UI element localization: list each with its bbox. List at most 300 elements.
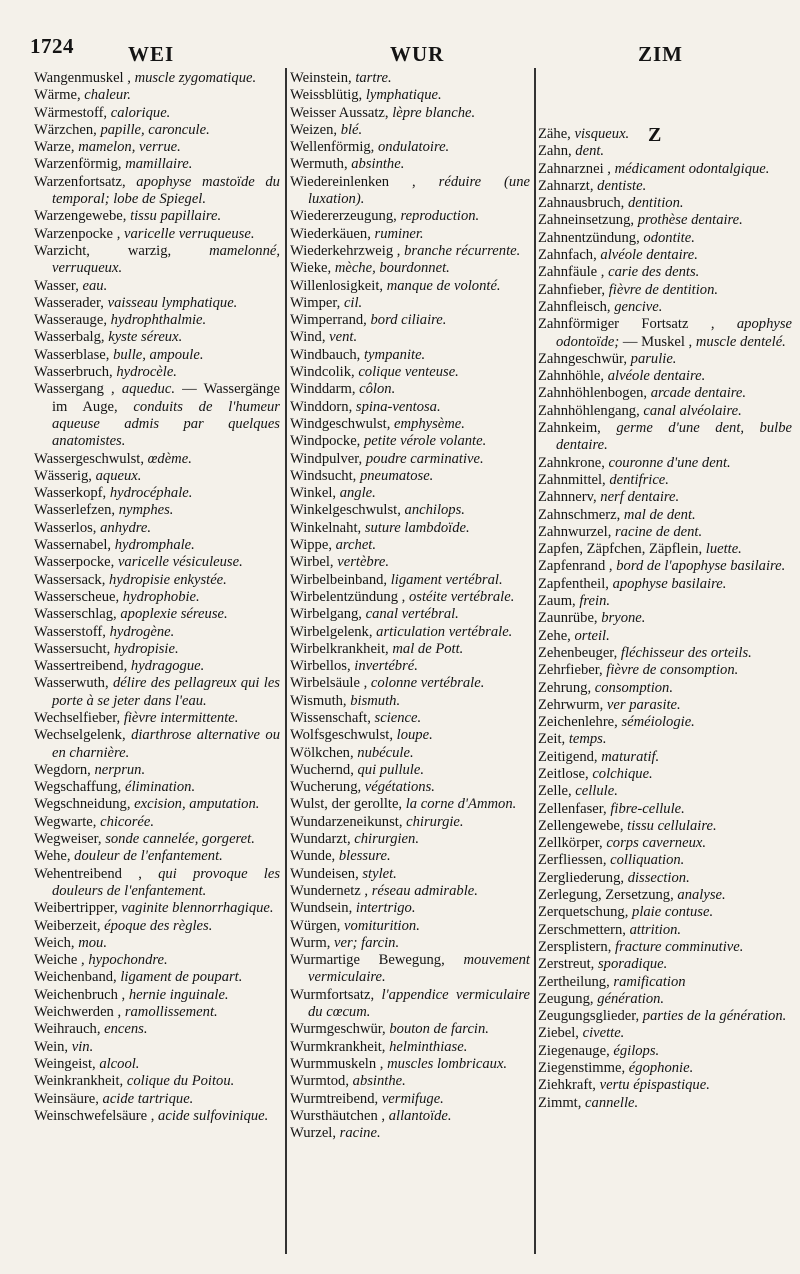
dictionary-entry	[34, 606, 280, 623]
headword: Wasserscheue,	[34, 588, 120, 605]
dictionary-entry	[290, 433, 530, 450]
translation: luette.	[705, 541, 742, 558]
translation: nerprun.	[94, 761, 146, 778]
headword: — Wassergänge im Auge,	[52, 381, 280, 415]
dictionary-entry	[290, 416, 530, 433]
translation: carie des dents.	[608, 264, 700, 281]
translation: mal de dent.	[623, 506, 696, 523]
headword: Warzicht, warzig,	[34, 242, 172, 259]
translation: hypochondre.	[88, 952, 168, 969]
translation: qui pullule.	[357, 761, 424, 778]
translation: blé.	[340, 121, 363, 138]
translation: petite vérole volante.	[364, 433, 487, 450]
headword: Wein,	[34, 1038, 69, 1055]
translation: vertèbre.	[337, 554, 389, 571]
dictionary-entry	[290, 796, 530, 813]
dictionary-entry	[538, 126, 792, 143]
headword: Zimmt,	[538, 1094, 582, 1111]
translation: civette.	[582, 1025, 625, 1042]
dictionary-entry	[538, 472, 792, 489]
dictionary-entry	[538, 541, 792, 558]
translation: science.	[374, 709, 422, 726]
translation: colliquation.	[610, 852, 685, 869]
headword: Wirbelgelenk,	[290, 623, 373, 640]
dictionary-entry	[290, 935, 530, 952]
dictionary-entry	[34, 658, 280, 675]
dictionary-entry	[538, 749, 792, 766]
translation: canal vertébral.	[365, 606, 459, 623]
dictionary-entry	[34, 347, 280, 364]
headword: Wiedererzeugung,	[290, 208, 397, 225]
dictionary-entry	[34, 1004, 280, 1021]
translation: vin.	[71, 1038, 94, 1055]
translation: fièvre de consomption.	[606, 662, 739, 679]
translation: gencive.	[614, 298, 663, 315]
headword: Wirbelbeinband,	[290, 571, 388, 588]
dictionary-entry	[34, 641, 280, 658]
headword: Wärmestoff,	[34, 104, 108, 121]
translation: anhydre.	[100, 519, 152, 536]
translation: muscles lombricaux.	[387, 1055, 508, 1072]
headword: Wegschneidung,	[34, 796, 131, 813]
dictionary-entry	[34, 572, 280, 589]
headword: Wellenförmig,	[290, 139, 375, 156]
translation: odontite.	[643, 229, 695, 246]
translation: acide tartrique.	[102, 1090, 194, 1107]
translation: pneumatose.	[359, 467, 434, 484]
translation: parties de la génération.	[642, 1008, 787, 1025]
translation: conduits de l'humeur aqueuse admis par quelques anatomistes.	[52, 398, 280, 450]
column-2	[290, 70, 530, 1142]
dictionary-entry	[34, 312, 280, 329]
translation: bulle, ampoule.	[113, 346, 204, 363]
dictionary-entry	[538, 1077, 792, 1094]
column-divider-1	[285, 68, 287, 1254]
translation: bouton de farcin.	[389, 1021, 489, 1038]
headword: Zehrung,	[538, 679, 592, 696]
headword: Zehenbeuger,	[538, 644, 618, 661]
headword: Wehe,	[34, 848, 71, 865]
translation: corps caverneux.	[606, 835, 706, 852]
translation: tissu papillaire.	[130, 208, 222, 225]
translation: orteil.	[574, 627, 610, 644]
translation: aqueux.	[95, 467, 142, 484]
translation: hydragogue.	[130, 658, 205, 675]
dictionary-entry	[34, 278, 280, 295]
translation: hydrocéphale.	[109, 485, 193, 502]
headword: Wasserlefzen,	[34, 502, 116, 519]
headword: Zahnmittel,	[538, 471, 606, 488]
headword: Zellengewebe,	[538, 817, 624, 834]
translation: absinthe.	[352, 1073, 406, 1090]
dictionary-entry	[538, 558, 792, 575]
dictionary-entry	[538, 1025, 792, 1042]
headword: Wegschaffung,	[34, 779, 122, 796]
dictionary-entry	[34, 243, 280, 278]
dictionary-entry	[538, 247, 792, 264]
translation: poudre carminative.	[365, 450, 484, 467]
dictionary-entry	[290, 381, 530, 398]
dictionary-entry	[538, 316, 792, 351]
translation: tympanite.	[364, 346, 426, 363]
translation: ver; farcin.	[334, 934, 400, 951]
headword: Wassertreibend,	[34, 658, 128, 675]
headword: Warzenpocke ,	[34, 225, 121, 242]
headword: Zeit,	[538, 731, 566, 748]
translation: sonde cannelée, gorgeret.	[105, 831, 255, 848]
headword: Zahnnerv,	[538, 489, 597, 506]
translation: canal alvéolaire.	[643, 402, 742, 419]
headword: Zerfliessen,	[538, 852, 607, 869]
translation: chaleur.	[84, 87, 131, 104]
headword: Zahnhöhlengang,	[538, 402, 640, 419]
translation: ramollissement.	[124, 1004, 218, 1021]
translation: suture lambdoïde.	[364, 519, 470, 536]
dictionary-entry	[34, 624, 280, 641]
dictionary-entry	[34, 208, 280, 225]
dictionary-entry	[538, 1008, 792, 1025]
dictionary-entry	[34, 935, 280, 952]
dictionary-entry	[538, 974, 792, 991]
dictionary-entry	[290, 122, 530, 139]
dictionary-entry	[538, 524, 792, 541]
dictionary-entry	[538, 939, 792, 956]
translation: nerf dentaire.	[600, 489, 680, 506]
headword: Wegwarte,	[34, 813, 97, 830]
dictionary-entry	[290, 866, 530, 883]
translation: eau.	[82, 277, 108, 294]
translation: fracture comminutive.	[615, 938, 744, 955]
dictionary-entry	[34, 502, 280, 519]
dictionary-entry	[538, 852, 792, 869]
headword: Wasserauge,	[34, 312, 107, 329]
dictionary-entry	[34, 1039, 280, 1056]
translation: colique du Poitou.	[126, 1073, 235, 1090]
dictionary-entry	[290, 502, 530, 519]
translation: fièvre de dentition.	[608, 281, 719, 298]
dictionary-entry	[290, 1108, 530, 1125]
dictionary-entry	[34, 710, 280, 727]
dictionary-entry	[34, 762, 280, 779]
translation: intertrigo.	[355, 900, 416, 917]
dictionary-entry	[538, 818, 792, 835]
translation: ostéite vertébrale.	[408, 588, 515, 605]
translation: ver parasite.	[606, 696, 681, 713]
headword: Wurzel,	[290, 1125, 337, 1142]
dictionary-entry	[34, 1108, 280, 1125]
dictionary-entry	[538, 351, 792, 368]
translation: fibre-cellule.	[610, 800, 685, 817]
translation: archet.	[335, 537, 377, 554]
dictionary-entry	[538, 1095, 792, 1112]
translation: attrition.	[629, 921, 682, 938]
headword: Windgeschwulst,	[290, 415, 391, 432]
dictionary-entry	[290, 624, 530, 641]
dictionary-entry	[290, 399, 530, 416]
headword: Ziegenauge,	[538, 1042, 610, 1059]
dictionary-entry	[290, 243, 530, 260]
headword: Zähe,	[538, 126, 571, 142]
translation: branche récurrente.	[404, 242, 521, 259]
translation: douleur de l'enfantement.	[74, 848, 223, 865]
dictionary-entry	[538, 143, 792, 160]
dictionary-entry	[34, 554, 280, 571]
headword: Zapfentheil,	[538, 575, 609, 592]
headword: Windpocke,	[290, 433, 361, 450]
dictionary-entry	[538, 714, 792, 731]
headword: Wässerig,	[34, 467, 92, 484]
translation: allantoïde.	[388, 1107, 452, 1124]
headword: Zerlegung, Zersetzung,	[538, 887, 674, 904]
translation: helminthiase.	[389, 1038, 468, 1055]
headword: Zergliederung,	[538, 869, 625, 886]
translation: fléchisseur des orteils.	[620, 644, 752, 661]
headword: Zellkörper,	[538, 835, 603, 852]
dictionary-entry	[290, 1021, 530, 1038]
headword: Wimperrand,	[290, 312, 367, 329]
dictionary-entry	[290, 312, 530, 329]
dictionary-entry	[34, 537, 280, 554]
dictionary-entry	[538, 403, 792, 420]
dictionary-entry	[34, 796, 280, 813]
headword: Zahnausbruch,	[538, 195, 625, 212]
headword: Zeugungsglieder,	[538, 1008, 640, 1025]
dictionary-entry	[538, 870, 792, 887]
translation: dentiste.	[597, 177, 647, 194]
translation: racine de dent.	[615, 523, 703, 540]
headword: Wermuth,	[290, 156, 348, 173]
dictionary-entry	[290, 70, 530, 87]
column-1	[34, 70, 280, 1125]
dictionary-entry	[538, 1060, 792, 1077]
translation: vomiturition.	[344, 917, 420, 934]
dictionary-entry	[538, 835, 792, 852]
translation: apophyse mastoïde du temporal; lobe de Spiegel.	[52, 173, 280, 208]
headword: Windbauch,	[290, 346, 361, 363]
dictionary-entry	[290, 814, 530, 831]
dictionary-entry	[34, 1073, 280, 1090]
headword: Wirbelgang,	[290, 606, 362, 623]
translation: plaie contuse.	[632, 904, 714, 921]
dictionary-entry	[290, 329, 530, 346]
dictionary-entry	[290, 987, 530, 1022]
dictionary-entry	[538, 766, 792, 783]
dictionary-entry	[538, 645, 792, 662]
translation: cil.	[343, 294, 363, 311]
headword: Weibertripper,	[34, 900, 118, 917]
translation: bryone.	[601, 610, 646, 627]
headword: Zahnförmiger Fortsatz ,	[538, 316, 715, 333]
translation: élimination.	[124, 779, 196, 796]
translation: fièvre intermittente.	[123, 709, 239, 726]
dictionary-entry	[538, 783, 792, 800]
dictionary-entry	[290, 952, 530, 987]
translation: ligament vertébral.	[390, 571, 503, 588]
headword: Zaum,	[538, 593, 576, 610]
dictionary-entry	[34, 866, 280, 901]
headword: Wiedereinlenken ,	[290, 173, 416, 190]
dictionary-entry	[290, 208, 530, 225]
dictionary-entry	[538, 956, 792, 973]
headword: Zerschmettern,	[538, 921, 626, 938]
dictionary-entry	[290, 848, 530, 865]
translation: kyste séreux.	[108, 329, 183, 346]
headword: Wegdorn,	[34, 761, 91, 778]
translation: muscle zygomatique.	[134, 70, 257, 86]
translation: vermifuge.	[381, 1090, 444, 1107]
translation: la corne d'Ammon.	[405, 796, 517, 813]
translation: visqueux.	[574, 126, 630, 142]
headword: Windpulver,	[290, 450, 363, 467]
translation: consomption.	[594, 679, 673, 696]
dictionary-entry	[290, 1073, 530, 1090]
translation: nymphes.	[118, 502, 174, 519]
translation: germe d'une dent, bulbe dentaire.	[556, 420, 792, 454]
translation: mèche, bourdonnet.	[334, 260, 450, 277]
headword: Wassergang ,	[34, 381, 115, 398]
translation: chirurgien.	[354, 831, 419, 848]
translation: hydrocèle.	[116, 364, 177, 381]
dictionary-entry	[538, 161, 792, 178]
headword: Wegweiser,	[34, 831, 102, 848]
headword: Wehentreibend ,	[34, 865, 142, 882]
translation: reproduction.	[400, 208, 480, 225]
headword: Ziehkraft,	[538, 1077, 596, 1094]
headword: Wasserader,	[34, 294, 104, 311]
headword: Weiche ,	[34, 952, 85, 969]
headword: Wundernetz ,	[290, 882, 369, 899]
dictionary-entry	[34, 969, 280, 986]
translation: hydrogène.	[109, 623, 175, 640]
translation: médicament odontalgique.	[614, 160, 770, 177]
dictionary-entry	[34, 727, 280, 762]
translation: nubécule.	[357, 744, 414, 761]
headword: Zahngeschwür,	[538, 350, 627, 367]
translation: manque de volonté.	[386, 277, 501, 294]
headword: Weich,	[34, 934, 75, 951]
headword: Wärme,	[34, 87, 81, 104]
headword: Zeugung,	[538, 990, 594, 1007]
translation: tissu cellulaire.	[627, 817, 717, 834]
dictionary-entry	[290, 658, 530, 675]
dictionary-entry	[290, 1125, 530, 1142]
dictionary-entry	[290, 451, 530, 468]
dictionary-entry	[538, 299, 792, 316]
translation: mamelon, verrue.	[78, 139, 181, 156]
translation: varicelle verruqueuse.	[124, 225, 255, 242]
headword: Zahnschmerz,	[538, 506, 621, 523]
headword: Zeichenlehre,	[538, 714, 618, 731]
translation: encens.	[104, 1021, 148, 1038]
dictionary-entry	[290, 710, 530, 727]
dictionary-entry	[538, 178, 792, 195]
dictionary-entry	[34, 814, 280, 831]
dictionary-entry	[290, 779, 530, 796]
headword: Zahnfäule ,	[538, 264, 605, 281]
translation: séméiologie.	[621, 714, 695, 731]
translation: lymphatique.	[365, 87, 442, 104]
headword: Weichenband,	[34, 969, 117, 986]
dictionary-entry	[34, 105, 280, 122]
translation: bismuth.	[350, 692, 401, 709]
translation: colonne vertébrale.	[370, 675, 485, 692]
translation: muscle dentelé.	[695, 333, 786, 350]
translation: dentifrice.	[609, 471, 669, 488]
headword: Ziebel,	[538, 1025, 579, 1042]
headword: Wurmmuskeln ,	[290, 1055, 384, 1072]
headword: Zapfenrand ,	[538, 558, 613, 575]
dictionary-entry	[538, 680, 792, 697]
section-letter: Z	[648, 124, 662, 146]
dictionary-entry	[538, 455, 792, 472]
translation: vaisseau lymphatique.	[107, 294, 238, 311]
headword: Wasserkopf,	[34, 485, 107, 502]
translation: chirurgie.	[406, 813, 464, 830]
dictionary-entry	[34, 675, 280, 710]
headword: Zerquetschung,	[538, 904, 629, 921]
headword: Wasserstoff,	[34, 623, 106, 640]
headword: Zehrwurm,	[538, 696, 604, 713]
translation: côlon.	[359, 381, 396, 398]
translation: arcade dentaire.	[650, 385, 747, 402]
headword: Weizen,	[290, 121, 338, 138]
headword: Wippe,	[290, 537, 332, 554]
headword: Zahnkrone,	[538, 454, 605, 471]
dictionary-entry	[290, 831, 530, 848]
translation: diarthrose alternative ou en charnière.	[52, 727, 280, 761]
headword: Wundsein,	[290, 900, 353, 917]
page-header	[0, 0, 800, 70]
headword: Weissblütig,	[290, 87, 363, 104]
translation: anchilops.	[404, 502, 465, 519]
headword: Warzenfortsatz,	[34, 173, 126, 190]
dictionary-entry	[290, 589, 530, 606]
dictionary-entry	[34, 295, 280, 312]
translation: absinthe.	[351, 156, 405, 173]
headword: Wasser,	[34, 277, 79, 294]
translation: maturatif.	[601, 748, 660, 765]
translation: analyse.	[677, 887, 726, 904]
translation: calorique.	[110, 104, 171, 121]
headword: Zahnkeim,	[538, 420, 601, 437]
dictionary-entry	[538, 576, 792, 593]
dictionary-entry	[290, 364, 530, 381]
headword: Wiederkehrzweig ,	[290, 242, 401, 259]
headword: Zapfen, Zäpfchen, Zäpflein,	[538, 541, 703, 558]
dictionary-entry	[538, 420, 792, 455]
headword: Weingeist,	[34, 1055, 96, 1072]
headword: Zahnhöhle,	[538, 368, 605, 385]
dictionary-entry	[290, 520, 530, 537]
headword: Wissenschaft,	[290, 709, 371, 726]
translation: temps.	[568, 731, 607, 748]
headword: Wismuth,	[290, 692, 347, 709]
headword: Wirbelsäule ,	[290, 675, 368, 692]
dictionary-entry	[290, 485, 530, 502]
translation: racine.	[339, 1125, 381, 1142]
translation: chicorée.	[100, 813, 154, 830]
running-head-left: WEI	[128, 42, 175, 66]
headword: Wundarzt,	[290, 831, 351, 848]
headword: Wundeisen,	[290, 865, 359, 882]
translation: cannelle.	[585, 1094, 639, 1111]
translation: apoplexie séreuse.	[120, 606, 228, 623]
translation: loupe.	[396, 727, 433, 744]
dictionary-entry	[290, 762, 530, 779]
translation: bord de l'apophyse basilaire.	[616, 558, 786, 575]
dictionary-entry	[34, 156, 280, 173]
headword: Zelle,	[538, 783, 572, 800]
